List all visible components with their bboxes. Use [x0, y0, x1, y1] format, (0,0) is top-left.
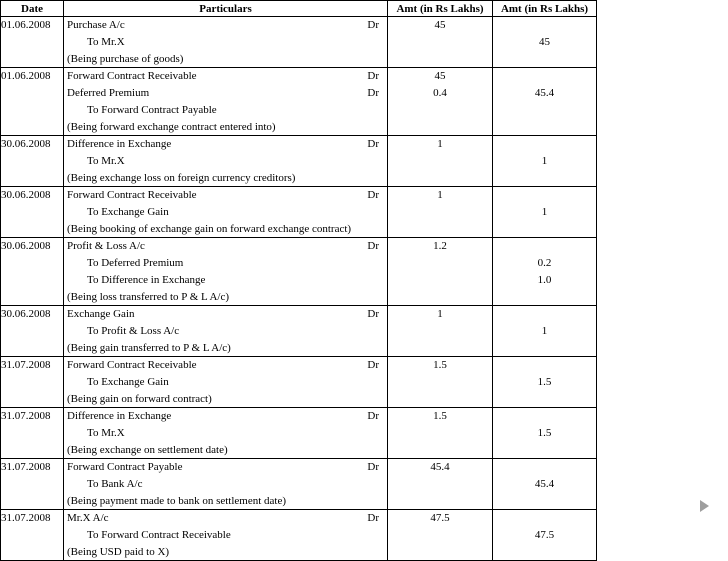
- entry-date: [1, 68, 64, 136]
- entry-credit-amounts: [493, 510, 597, 561]
- credit-amount: [493, 357, 596, 374]
- narration-line: [64, 170, 387, 186]
- entry-date: [1, 306, 64, 357]
- dr-label: Dr: [367, 138, 379, 150]
- header-amount-credit: Amt (in Rs Lakhs): [493, 1, 597, 17]
- particulars-text: Deferred Premium: [67, 87, 150, 99]
- dr-label: Dr: [367, 359, 379, 371]
- debit-amount: 1: [437, 308, 443, 320]
- entry-debit-amounts: [388, 187, 493, 238]
- credit-amount: 45.4: [534, 478, 555, 490]
- debit-amount: [388, 374, 492, 391]
- particulars-text: To Mr.X: [87, 427, 125, 439]
- table-header-row: [1, 1, 597, 17]
- particulars-text: (Being gain on forward contract): [67, 393, 212, 405]
- debit-amount: [388, 340, 492, 356]
- particulars-text: Exchange Gain: [67, 308, 135, 320]
- credit-account-line: [64, 425, 387, 442]
- entry-particulars: [64, 306, 388, 357]
- credit-amount: [493, 68, 596, 85]
- particulars-text: To Mr.X: [87, 36, 125, 48]
- entry-credit-amounts: [493, 17, 597, 68]
- debit-amount: [388, 323, 492, 340]
- entry-particulars: [64, 68, 388, 136]
- dr-label: Dr: [367, 461, 379, 473]
- entry-debit-amounts: [388, 459, 493, 510]
- entry-date: [1, 459, 64, 510]
- entry-debit-amounts: [388, 357, 493, 408]
- entry-particulars: [64, 238, 388, 306]
- debit-account-line: [64, 510, 387, 527]
- credit-amount: 45: [539, 36, 550, 48]
- entry-credit-amounts: [493, 306, 597, 357]
- debit-amount: [388, 51, 492, 67]
- debit-amount: [388, 544, 492, 560]
- debit-amount: [388, 493, 492, 509]
- entry-particulars: [64, 408, 388, 459]
- narration-line: [64, 391, 387, 407]
- entry-date-text: 30.06.2008: [1, 138, 51, 150]
- particulars-text: Difference in Exchange: [67, 410, 172, 422]
- particulars-text: Profit & Loss A/c: [67, 240, 145, 252]
- credit-amount: [493, 391, 596, 407]
- narration-line: [64, 221, 387, 237]
- header-amount-debit: Amt (in Rs Lakhs): [388, 1, 493, 17]
- credit-amount: 1.5: [537, 427, 552, 439]
- debit-amount: [388, 204, 492, 221]
- debit-amount: [388, 425, 492, 442]
- credit-account-line: [64, 476, 387, 493]
- debit-account-line: [64, 408, 387, 425]
- dr-label: Dr: [367, 512, 379, 524]
- particulars-text: To Difference in Exchange: [87, 274, 206, 286]
- entry-date-text: 30.06.2008: [1, 308, 51, 320]
- credit-amount: 47.5: [534, 529, 555, 541]
- credit-amount: [493, 170, 596, 186]
- narration-line: [64, 51, 387, 67]
- debit-amount: 1.5: [433, 359, 447, 371]
- entry-date-text: 31.07.2008: [1, 410, 51, 422]
- credit-account-line: [64, 272, 387, 289]
- credit-amount: [493, 119, 596, 135]
- credit-amount: 1: [541, 325, 548, 337]
- debit-amount: 0.4: [433, 87, 447, 99]
- journal-entry-row: [1, 408, 597, 459]
- entry-debit-amounts: [388, 408, 493, 459]
- debit-account-line: [64, 136, 387, 153]
- particulars-text: To Deferred Premium: [87, 257, 184, 269]
- entry-credit-amounts: [493, 136, 597, 187]
- debit-account-line: [64, 238, 387, 255]
- debit-amount: [388, 170, 492, 186]
- entry-date: [1, 238, 64, 306]
- particulars-text: To Forward Contract Receivable: [87, 529, 231, 541]
- next-slide-arrow-icon[interactable]: [700, 500, 709, 512]
- entry-particulars: [64, 136, 388, 187]
- credit-account-line: [64, 374, 387, 391]
- particulars-text: Forward Contract Receivable: [67, 70, 197, 82]
- credit-account-line: [64, 527, 387, 544]
- credit-amount: [493, 136, 596, 153]
- dr-label: Dr: [367, 87, 379, 99]
- dr-label: Dr: [367, 410, 379, 422]
- particulars-text: (Being payment made to bank on settlement date): [67, 495, 287, 507]
- entry-debit-amounts: [388, 17, 493, 68]
- credit-amount: 1: [541, 155, 548, 167]
- particulars-text: (Being booking of exchange gain on forward exchange contract): [67, 223, 352, 235]
- narration-line: [64, 493, 387, 509]
- entry-date-text: 30.06.2008: [1, 240, 51, 252]
- credit-account-line: [64, 153, 387, 170]
- header-date: Date: [1, 1, 64, 17]
- entry-particulars: [64, 459, 388, 510]
- particulars-text: Forward Contract Payable: [67, 461, 183, 473]
- debit-amount: [388, 527, 492, 544]
- credit-amount: 0.2: [537, 257, 552, 269]
- credit-amount: [493, 408, 596, 425]
- particulars-text: (Being purchase of goods): [67, 53, 184, 65]
- entry-date: [1, 17, 64, 68]
- journal-entry-row: [1, 68, 597, 136]
- entry-debit-amounts: [388, 238, 493, 306]
- particulars-text: (Being forward exchange contract entered into): [67, 121, 276, 133]
- entry-particulars: [64, 510, 388, 561]
- entry-particulars: [64, 17, 388, 68]
- credit-amount: [493, 493, 596, 509]
- particulars-text: (Being exchange loss on foreign currency creditors): [67, 172, 296, 184]
- debit-amount: [388, 119, 492, 135]
- entry-date-text: 30.06.2008: [1, 189, 51, 201]
- debit-amount: [388, 289, 492, 305]
- particulars-text: (Being loss transferred to P & L A/c): [67, 291, 230, 303]
- credit-account-line: [64, 34, 387, 51]
- dr-label: Dr: [367, 189, 379, 201]
- entry-date-text: 31.07.2008: [1, 359, 51, 371]
- entry-date-text: 01.06.2008: [1, 19, 51, 31]
- credit-amount: [493, 289, 596, 305]
- debit-amount: [388, 102, 492, 119]
- debit-amount: [388, 391, 492, 407]
- debit-amount: 45.4: [430, 461, 450, 473]
- journal-entry-row: [1, 17, 597, 68]
- entry-debit-amounts: [388, 68, 493, 136]
- debit-amount: [388, 153, 492, 170]
- debit-amount: 45: [434, 19, 446, 31]
- entry-credit-amounts: [493, 408, 597, 459]
- debit-amount: [388, 272, 492, 289]
- debit-account-line: [64, 68, 387, 85]
- debit-account-line: [64, 459, 387, 476]
- credit-amount: 1.0: [537, 274, 552, 286]
- entry-date-text: 31.07.2008: [1, 512, 51, 524]
- dr-label: Dr: [367, 240, 379, 252]
- entry-date-text: 01.06.2008: [1, 70, 51, 82]
- narration-line: [64, 289, 387, 305]
- debit-amount: [388, 221, 492, 237]
- narration-line: [64, 340, 387, 356]
- particulars-text: To Mr.X: [87, 155, 125, 167]
- credit-account-line: [64, 255, 387, 272]
- entry-credit-amounts: [493, 187, 597, 238]
- particulars-text: To Exchange Gain: [87, 376, 169, 388]
- journal-entry-row: [1, 238, 597, 306]
- journal-entry-row: [1, 357, 597, 408]
- debit-amount: [388, 34, 492, 51]
- entry-date: [1, 136, 64, 187]
- particulars-text: Forward Contract Receivable: [67, 359, 197, 371]
- particulars-text: Mr.X A/c: [67, 512, 109, 524]
- debit-account-line: [64, 306, 387, 323]
- entry-debit-amounts: [388, 510, 493, 561]
- entry-credit-amounts: [493, 459, 597, 510]
- entry-particulars: [64, 357, 388, 408]
- debit-amount: [388, 442, 492, 458]
- credit-amount: [493, 306, 596, 323]
- journal-entry-row: [1, 306, 597, 357]
- dr-label: Dr: [367, 70, 379, 82]
- credit-amount: [493, 102, 596, 119]
- entry-date: [1, 357, 64, 408]
- credit-amount: [493, 544, 596, 560]
- debit-amount: 47.5: [430, 512, 450, 524]
- debit-amount: [388, 255, 492, 272]
- debit-account-line: [64, 17, 387, 34]
- credit-account-line: [64, 323, 387, 340]
- entry-debit-amounts: [388, 306, 493, 357]
- credit-account-line: [64, 102, 387, 119]
- debit-amount: 1.2: [433, 240, 447, 252]
- entry-credit-amounts: [493, 357, 597, 408]
- entry-date-text: 31.07.2008: [1, 461, 51, 473]
- entry-credit-amounts: [493, 238, 597, 306]
- particulars-text: To Bank A/c: [87, 478, 143, 490]
- entry-date: [1, 408, 64, 459]
- dr-label: Dr: [367, 308, 379, 320]
- particulars-text: To Exchange Gain: [87, 206, 169, 218]
- debit-account-line: [64, 187, 387, 204]
- debit-amount: [388, 476, 492, 493]
- entry-credit-amounts: [493, 68, 597, 136]
- narration-line: [64, 442, 387, 458]
- debit-amount: 1: [437, 138, 443, 150]
- particulars-text: To Profit & Loss A/c: [87, 325, 180, 337]
- particulars-text: Difference in Exchange: [67, 138, 172, 150]
- credit-amount: [493, 221, 596, 237]
- debit-account-line: [64, 357, 387, 374]
- credit-amount: [493, 459, 596, 476]
- entry-particulars: [64, 187, 388, 238]
- dr-label: Dr: [367, 19, 379, 31]
- credit-amount: [493, 510, 596, 527]
- particulars-text: (Being gain transferred to P & L A/c): [67, 342, 231, 354]
- debit-amount: 1: [437, 189, 443, 201]
- particulars-text: Forward Contract Receivable: [67, 189, 197, 201]
- credit-amount: [493, 17, 596, 34]
- debit-amount: 1.5: [433, 410, 447, 422]
- debit-account-line: [64, 85, 387, 102]
- journal-entry-row: [1, 187, 597, 238]
- particulars-text: (Being USD paid to X): [67, 546, 170, 558]
- credit-amount: [493, 187, 596, 204]
- journal-entry-row: [1, 136, 597, 187]
- credit-amount: [493, 340, 596, 356]
- entry-date: [1, 187, 64, 238]
- debit-amount: 45: [434, 70, 446, 82]
- journal-entry-row: [1, 510, 597, 561]
- particulars-text: Purchase A/c: [67, 19, 125, 31]
- credit-amount: 1.5: [537, 376, 552, 388]
- credit-amount: [493, 238, 596, 255]
- credit-amount: [493, 442, 596, 458]
- narration-line: [64, 119, 387, 135]
- credit-amount: [493, 51, 596, 67]
- particulars-text: (Being exchange on settlement date): [67, 444, 228, 456]
- journal-entry-row: [1, 459, 597, 510]
- header-particulars: Particulars: [64, 1, 388, 17]
- credit-amount: 1: [541, 206, 548, 218]
- particulars-text: To Forward Contract Payable: [87, 104, 217, 116]
- entry-debit-amounts: [388, 136, 493, 187]
- credit-account-line: [64, 204, 387, 221]
- narration-line: [64, 544, 387, 560]
- credit-amount: 45.4: [534, 87, 555, 99]
- entry-date: [1, 510, 64, 561]
- journal-body: [1, 17, 597, 561]
